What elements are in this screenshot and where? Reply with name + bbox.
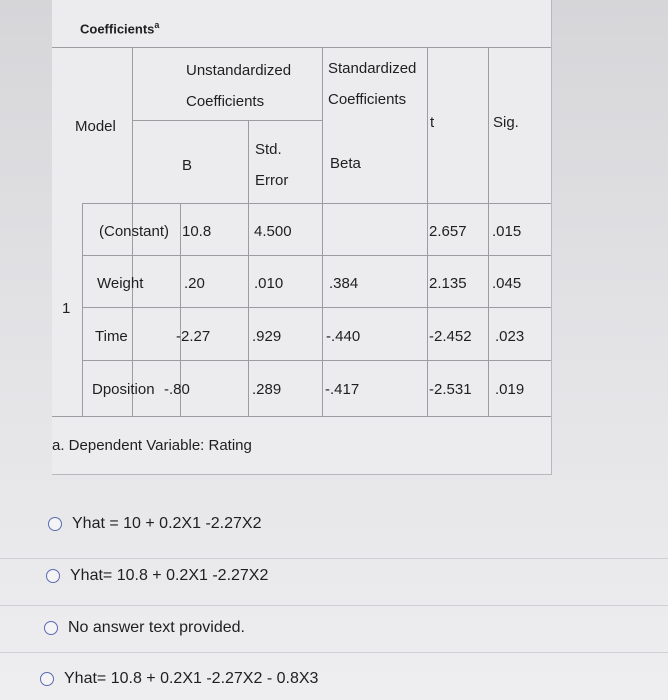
row-sig: .045 [492, 275, 522, 292]
row-b: -.80 [164, 381, 190, 398]
header-model: Model [75, 118, 116, 135]
row-sig: .023 [495, 328, 525, 345]
grid-line [82, 307, 551, 308]
row-beta: .384 [329, 275, 359, 292]
option-divider [0, 558, 668, 559]
answer-option-2[interactable] [46, 567, 268, 585]
radio-icon[interactable] [46, 569, 60, 583]
row-name: Weight [97, 275, 144, 292]
row-b: -2.27 [176, 328, 211, 345]
row-name: Time [95, 328, 128, 345]
grid-line [248, 120, 249, 416]
row-name: (Constant) [99, 223, 170, 240]
table-footnote: a. Dependent Variable: Rating [52, 437, 252, 454]
answer-option-label: Yhat = 10 + 0.2X1 -2.27X2 [72, 515, 262, 532]
row-se: 4.500 [254, 223, 292, 240]
answer-option-1[interactable] [48, 515, 261, 533]
grid-line [82, 255, 551, 256]
answer-option-4[interactable] [40, 670, 318, 688]
row-t: 2.135 [429, 275, 467, 292]
header-beta: Beta [330, 155, 361, 172]
grid-line [132, 120, 322, 121]
grid-line [82, 203, 83, 416]
model-number: 1 [62, 300, 71, 317]
header-sig: Sig. [493, 114, 519, 131]
coefficients-table [52, 0, 552, 475]
answer-option-3[interactable] [44, 619, 245, 637]
row-sig: .019 [495, 381, 525, 398]
option-divider [0, 605, 668, 606]
row-se: .289 [252, 381, 282, 398]
row-t: -2.452 [429, 328, 472, 345]
row-se: .929 [252, 328, 282, 345]
row-t: 2.657 [429, 223, 467, 240]
header-b: B [182, 157, 193, 174]
radio-icon[interactable] [48, 517, 62, 531]
row-sig: .015 [492, 223, 522, 240]
header-standardized: Standardized [328, 60, 417, 77]
grid-line [82, 203, 551, 204]
radio-icon[interactable] [44, 621, 58, 635]
answer-option-label: Yhat= 10.8 + 0.2X1 -2.27X2 [70, 567, 269, 584]
grid-line [82, 360, 551, 361]
grid-line [488, 47, 489, 416]
header-standardized-coefficients: Coefficients [328, 91, 407, 108]
row-name: Dposition [92, 381, 155, 398]
grid-line [427, 47, 428, 416]
row-b: 10.8 [182, 223, 212, 240]
answer-option-label: No answer text provided. [68, 619, 245, 636]
table-title: Coefficients$^a$ [80, 20, 160, 37]
grid-line [52, 416, 551, 417]
row-beta: -.417 [325, 381, 360, 398]
header-unstandardized-coefficients: Coefficients [186, 93, 265, 110]
answer-option-label: Yhat= 10.8 + 0.2X1 -2.27X2 - 0.8X3 [64, 670, 319, 687]
row-se: .010 [254, 275, 284, 292]
radio-icon[interactable] [40, 672, 54, 686]
row-beta: -.440 [326, 328, 361, 345]
header-std: Std. [255, 141, 282, 158]
grid-line [322, 47, 323, 416]
header-unstandardized: Unstandardized [186, 62, 292, 79]
grid-line [52, 47, 551, 48]
row-b: .20 [184, 275, 205, 292]
header-t: t [430, 114, 435, 131]
header-error: Error [255, 172, 289, 189]
option-divider [0, 652, 668, 653]
row-t: -2.531 [429, 381, 472, 398]
